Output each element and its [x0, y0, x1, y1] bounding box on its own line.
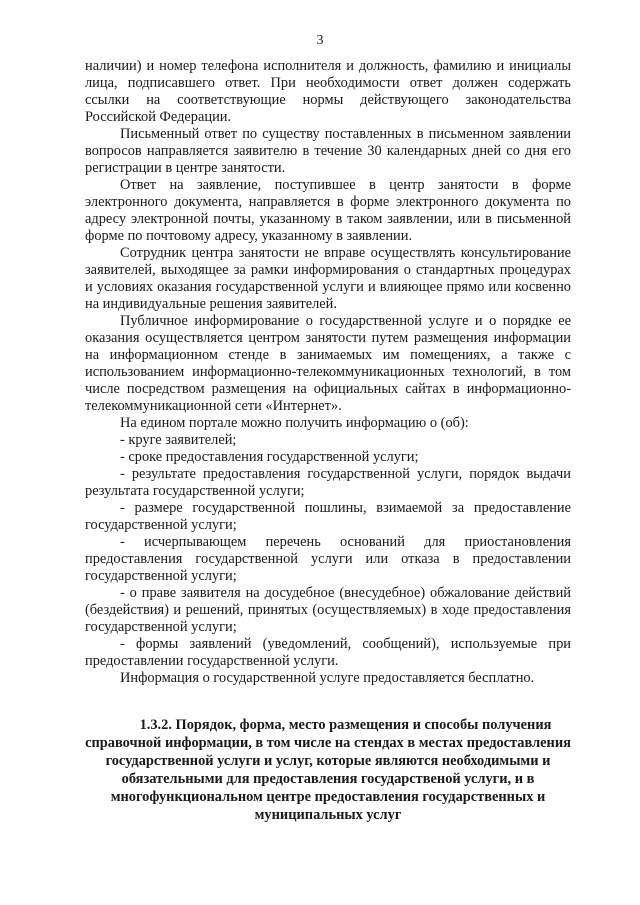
list-item-appeal-right: - о праве заявителя на досудебное (внесудебное) обжалование действий (бездействия) и решений, принятых (осуществляемых) в ходе предоставления государственной услуги; — [85, 585, 571, 635]
body-text — [85, 58, 571, 687]
list-item-service-term: - сроке предоставления государственной услуги; — [120, 449, 419, 465]
paragraph-consulting-limits: Сотрудник центра занятости не вправе осуществлять консультирование заявителей, выходящее за рамки информирования о стандартных процедурах и условиях оказания государственной услуги и влияющее прямо или косвенно на индивидуальные решения заявителей. — [85, 245, 571, 312]
list-item-state-fee: - размере государственной пошлины, взимаемой за предоставление государственной услуги; — [85, 500, 571, 533]
paragraph-reply-contents: наличии) и номер телефона исполнителя и должность, фамилию и инициалы лица, подписавшего ответ. При необходимости ответ должен содержать ссылки на соответствующие нормы действующего законодательства Российской Федерации. — [85, 58, 571, 125]
list-item-service-result: - результате предоставления государственной услуги, порядок выдачи результата государственной услуги; — [85, 466, 571, 499]
list-item-application-forms: - формы заявлений (уведомлений, сообщений), используемые при предоставлении государственной услуги. — [85, 636, 571, 669]
paragraph-public-informing: Публичное информирование о государственной услуге и о порядке ее оказания осуществляется центром занятости путем размещения информации на информационном стенде в занимаемых им помещениях, а также с использованием информационно-телекоммуникационных технологий, в том числе посредством размещения на официальных сайтах в информационно-телекоммуникационной сети «Интернет». — [85, 313, 571, 414]
paragraph-portal-info-intro: На едином портале можно получить информацию о (об): — [120, 415, 469, 431]
section-heading-text: 1.3.2. Порядок, форма, место размещения и способы получения справочной информации, в том числе на стендах в местах предоставления государственной услуги и услуг, которые являются необходимыми и обязательными для предоставления государственой услуги, и в многофункциональном центре предоставления государственных и муниципальных услуг — [85, 717, 571, 823]
paragraph-electronic-reply: Ответ на заявление, поступившее в центр занятости в форме электронного документа, направляется в форме электронного документа по адресу электронной почты, указанному в таком заявлении, или в письменной форме по почтовому адресу, указанному в заявлении. — [85, 177, 571, 244]
page-number: 3 — [316, 33, 324, 48]
section-heading — [85, 716, 571, 824]
paragraph-written-reply-deadline: Письменный ответ по существу поставленных в письменном заявлении вопросов направляется заявителю в течение 30 календарных дней со дня его регистрации в центре занятости. — [85, 126, 571, 176]
list-item-applicants: - круге заявителей; — [120, 432, 237, 448]
list-item-suspension-grounds: - исчерпывающем перечень оснований для приостановления предоставления государственной услуги или отказа в предоставлении государственной услуги; — [85, 534, 571, 584]
paragraph-free-of-charge: Информация о государственной услуге предоставляется бесплатно. — [120, 670, 535, 686]
